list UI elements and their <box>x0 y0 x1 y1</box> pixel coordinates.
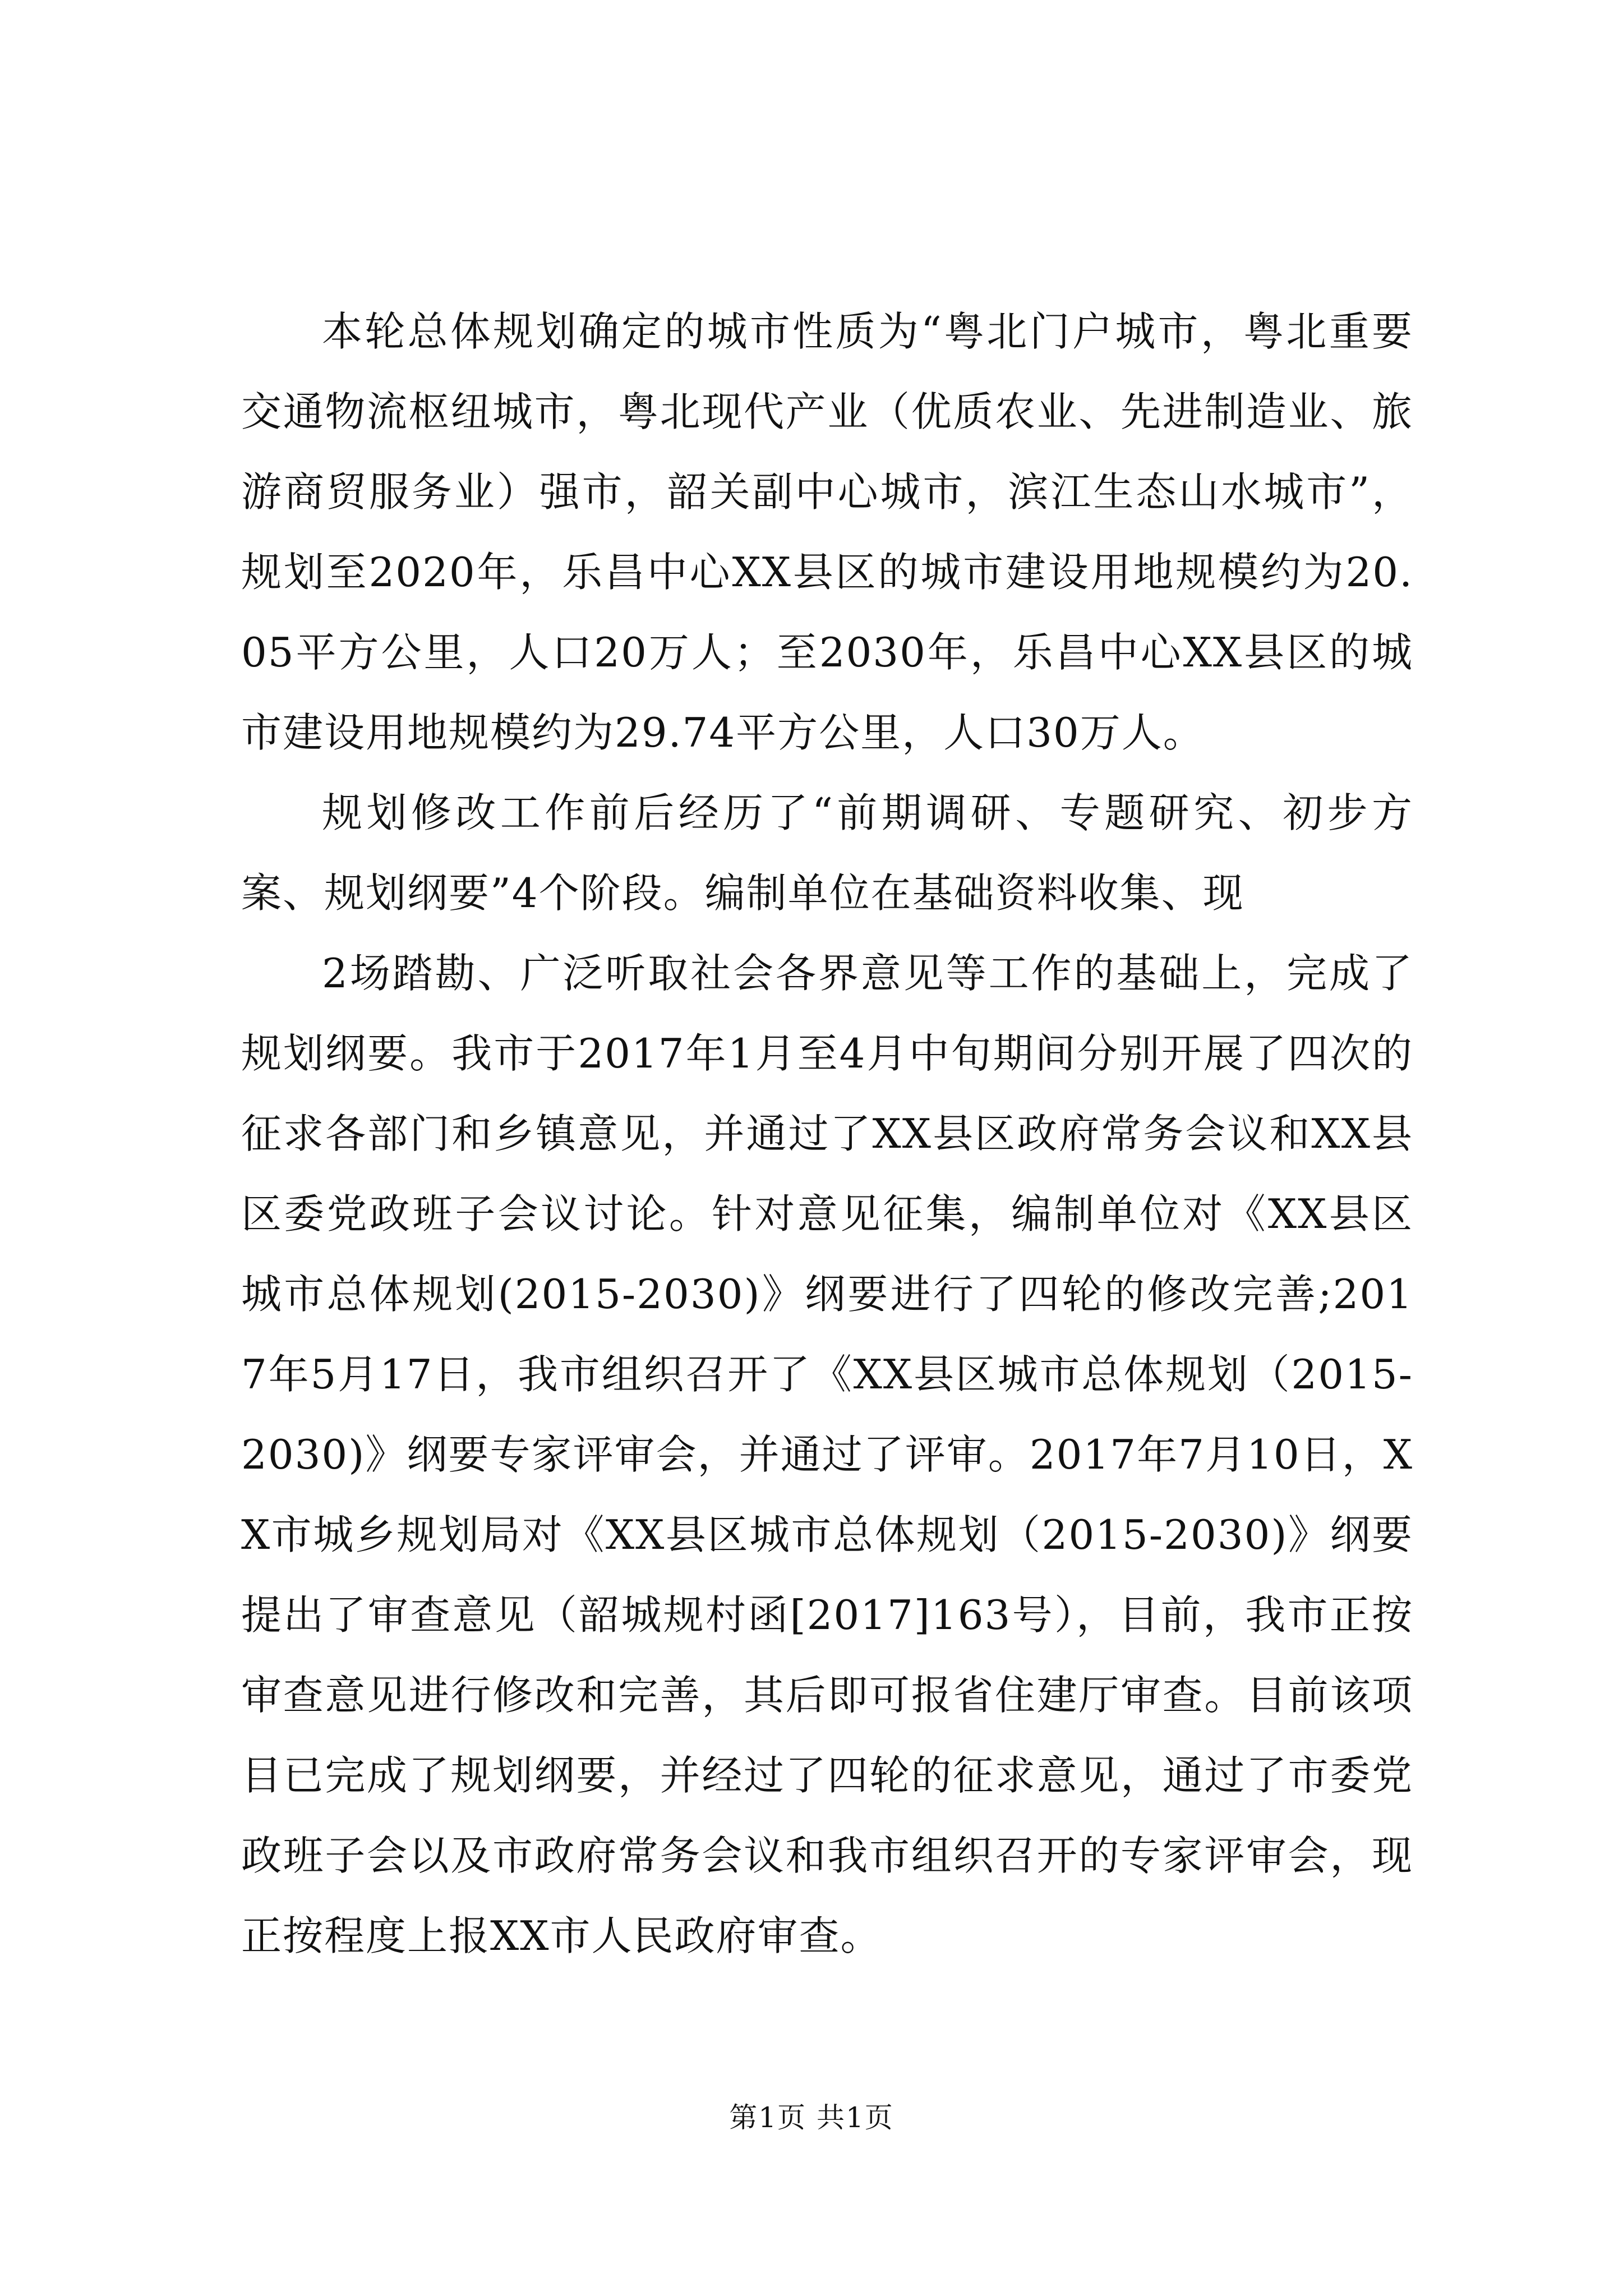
paragraph-revision-stages: 规划修改工作前后经历了“前期调研、专题研究、初步方案、规划纲要”4个阶段。编制单位在基础资料收集、现 <box>241 789 1413 917</box>
page-number-label: 第1页 共1页 <box>729 2101 894 2134</box>
document-body <box>241 292 1413 1976</box>
paragraph-review-progress: 2场踏勘、广泛听取社会各界意见等工作的基础上，完成了规划纲要。我市于2017年1月至4月中旬期间分别开展了四次的征求各部门和乡镇意见，并通过了XX县区政府常务会议和XX县区委党政班子会议讨论。针对意见征集，编制单位对《XX县区城市总体规划(2015-2030)》纲要进行了四轮的修改完善;2017年5月17日，我市组织召开了《XX县区城市总体规划（2015-2030)》纲要专家评审会，并通过了评审。2017年7月10日，XX市城乡规划局对《XX县区城市总体规划（2015-2030)》纲要提出了审查意见（韶城规村函[2017]163号），目前，我市正按审查意见进行修改和完善，其后即可报省住建厅审查。目前该项目已完成了规划纲要，并经过了四轮的征求意见，通过了市委党政班子会以及市政府常务会议和我市组织召开的专家评审会，现正按程度上报XX市人民政府审查。 <box>241 950 1413 1959</box>
paragraph-city-nature: 本轮总体规划确定的城市性质为“粤北门户城市，粤北重要交通物流枢纽城市，粤北现代产业（优质农业、先进制造业、旅游商贸服务业）强市，韶关副中心城市，滨江生态山水城市”，规划至2020年，乐昌中心XX县区的城市建设用地规模约为20.05平方公里，人口20万人；至2030年，乐昌中心XX县区的城市建设用地规模约为29.74平方公里，人口30万人。 <box>241 308 1413 756</box>
page-footer <box>0 2101 1623 2134</box>
